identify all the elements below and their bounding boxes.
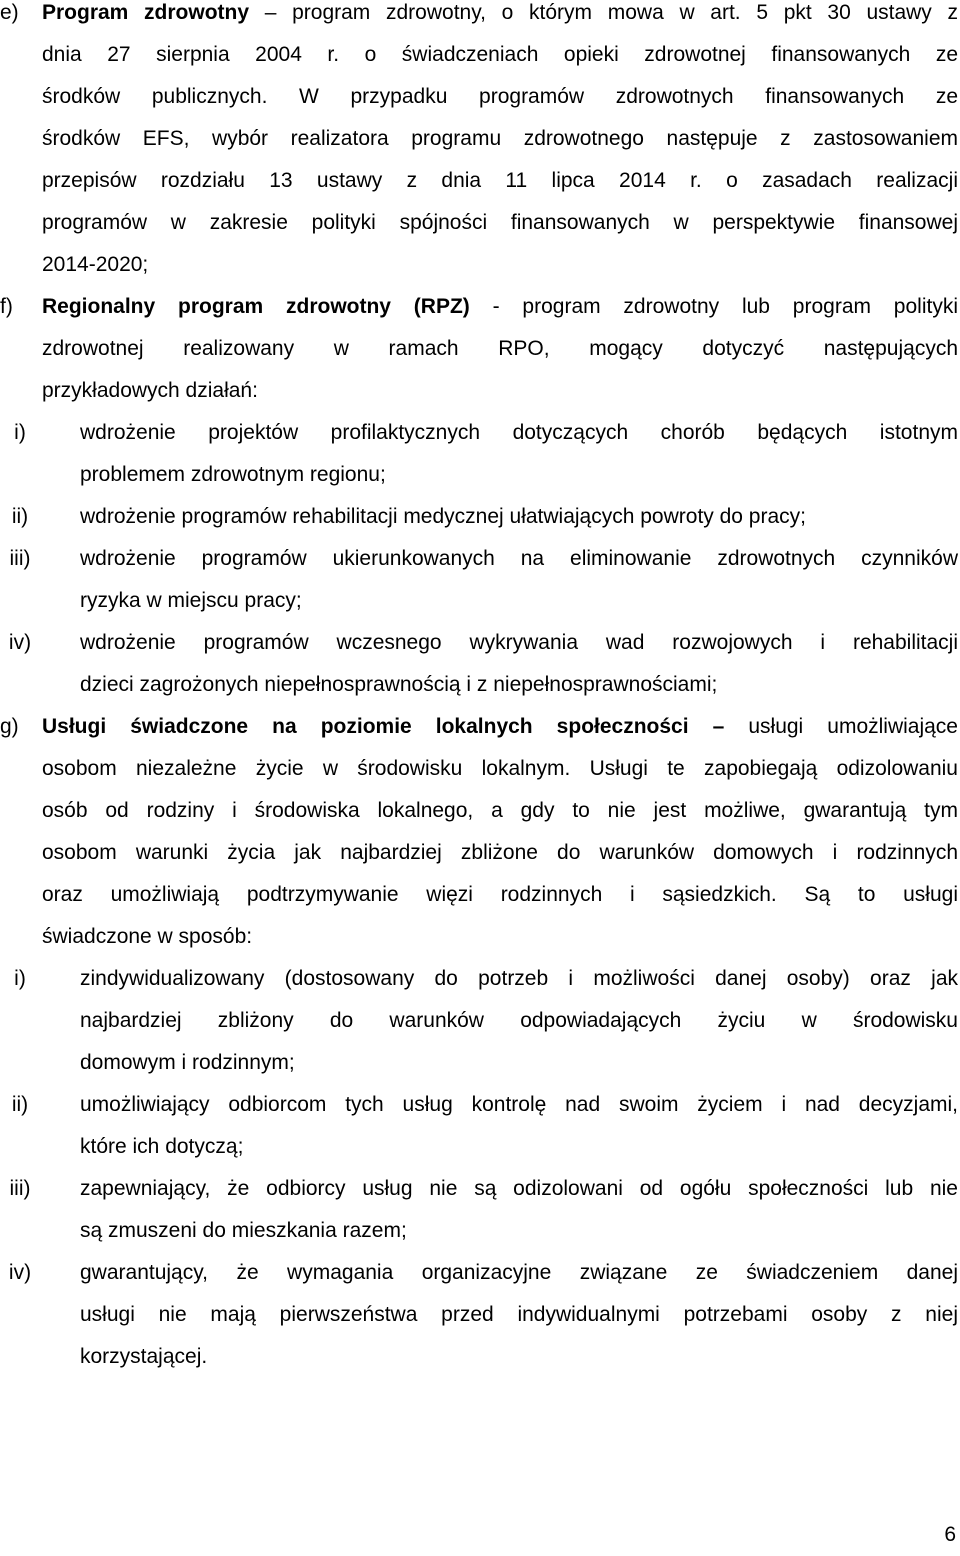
section-f-sub-i-num: i) [14,421,26,444]
section-g-letter: g) [0,715,19,738]
section-e-line-6: programów w zakresie polityki spójności finansowanych w perspektywie finansowej [42,211,958,234]
section-e-line-1: Program zdrowotny – program zdrowotny, o którym mowa w art. 5 pkt 30 ustawy z [42,1,958,24]
section-e-line-7: 2014-2020; [42,253,149,276]
section-f-sub-iv-num: iv) [8,631,32,654]
section-e-letter: e) [0,1,19,24]
section-e-line-3: środków publicznych. W przypadku programów zdrowotnych finansowanych ze [42,85,958,108]
section-g-sub-iii-num: iii) [9,1177,31,1200]
section-g-sub-iv-num: iv) [8,1261,32,1284]
section-e-line-5: przepisów rozdziału 13 ustawy z dnia 11 lipca 2014 r. o zasadach realizacji [42,169,958,192]
section-g-sub-ii-line-2: które ich dotyczą; [80,1135,244,1158]
section-f-sub-iv-line-1: wdrożenie programów wczesnego wykrywania wad rozwojowych i rehabilitacji [80,631,958,654]
section-g-line-5: oraz umożliwiają podtrzymywanie więzi rodzinnych i sąsiedzkich. Są to usługi [42,883,958,906]
section-g-sub-iv-line-2: usługi nie mają pierwszeństwa przed indywidualnymi potrzebami osoby z niej [80,1303,958,1326]
section-g-sub-i-num: i) [14,967,26,990]
term-program-zdrowotny: Program zdrowotny [42,1,250,24]
section-g-sub-ii-line-1: umożliwiający odbiorcom tych usług kontrolę nad swoim życiem i nad decyzjami, [80,1093,958,1116]
section-f-sub-ii-line-1: wdrożenie programów rehabilitacji medycznej ułatwiających powroty do pracy; [80,505,806,528]
section-g-sub-i-line-2: najbardziej zbliżony do warunków odpowiadających życiu w środowisku [80,1009,958,1032]
term-uslugi-lokalne: Usługi świadczone na poziomie lokalnych społeczności – [42,715,725,738]
section-g-sub-i-line-1: zindywidualizowany (dostosowany do potrzeb i możliwości danej osoby) oraz jak [80,967,958,990]
section-f-line-3: przykładowych działań: [42,379,258,402]
section-f-line-1: Regionalny program zdrowotny (RPZ) - program zdrowotny lub program polityki [42,295,958,318]
section-g-line-4: osobom warunki życia jak najbardziej zbliżone do warunków domowych i rodzinnych [42,841,958,864]
section-g-sub-iii-line-1: zapewniający, że odbiorcy usług nie są odizolowani od ogółu społeczności lub nie [80,1177,958,1200]
section-f-sub-i-line-2: problemem zdrowotnym regionu; [80,463,386,486]
page-number: 6 [944,1523,956,1546]
section-g-line-3: osób od rodziny i środowiska lokalnego, a gdy to nie jest możliwe, gwarantują tym [42,799,958,822]
section-g-sub-iv-line-1: gwarantujący, że wymagania organizacyjne związane ze świadczeniem danej [80,1261,958,1284]
section-g-sub-iii-line-2: są zmuszeni do mieszkania razem; [80,1219,407,1242]
section-f-sub-iii-num: iii) [9,547,31,570]
section-g-line-6: świadczone w sposób: [42,925,253,948]
section-g-sub-i-line-3: domowym i rodzinnym; [80,1051,295,1074]
term-rpz: Regionalny program zdrowotny (RPZ) [42,295,470,318]
section-g-sub-ii-num: ii) [11,1093,29,1116]
section-f-letter: f) [0,295,13,318]
section-g-line-2: osobom niezależne życie w środowisku lokalnym. Usługi te zapobiegają odizolowaniu [42,757,958,780]
section-f-sub-ii-num: ii) [11,505,29,528]
section-f-line-2: zdrowotnej realizowany w ramach RPO, mogący dotyczyć następujących [42,337,958,360]
section-f-sub-i-line-1: wdrożenie projektów profilaktycznych dotyczących chorób będących istotnym [80,421,958,444]
section-f-sub-iii-line-2: ryzyka w miejscu pracy; [80,589,302,612]
section-e-line-2: dnia 27 sierpnia 2004 r. o świadczeniach opieki zdrowotnej finansowanych ze [42,43,958,66]
section-f-sub-iv-line-2: dzieci zagrożonych niepełnosprawnością i z niepełnosprawnościami; [80,673,718,696]
section-e-line-4: środków EFS, wybór realizatora programu zdrowotnego następuje z zastosowaniem [42,127,958,150]
section-f-sub-iii-line-1: wdrożenie programów ukierunkowanych na eliminowanie zdrowotnych czynników [80,547,958,570]
section-g-sub-iv-line-3: korzystającej. [80,1345,208,1368]
section-g-line-1: Usługi świadczone na poziomie lokalnych społeczności – usługi umożliwiające [42,715,958,738]
